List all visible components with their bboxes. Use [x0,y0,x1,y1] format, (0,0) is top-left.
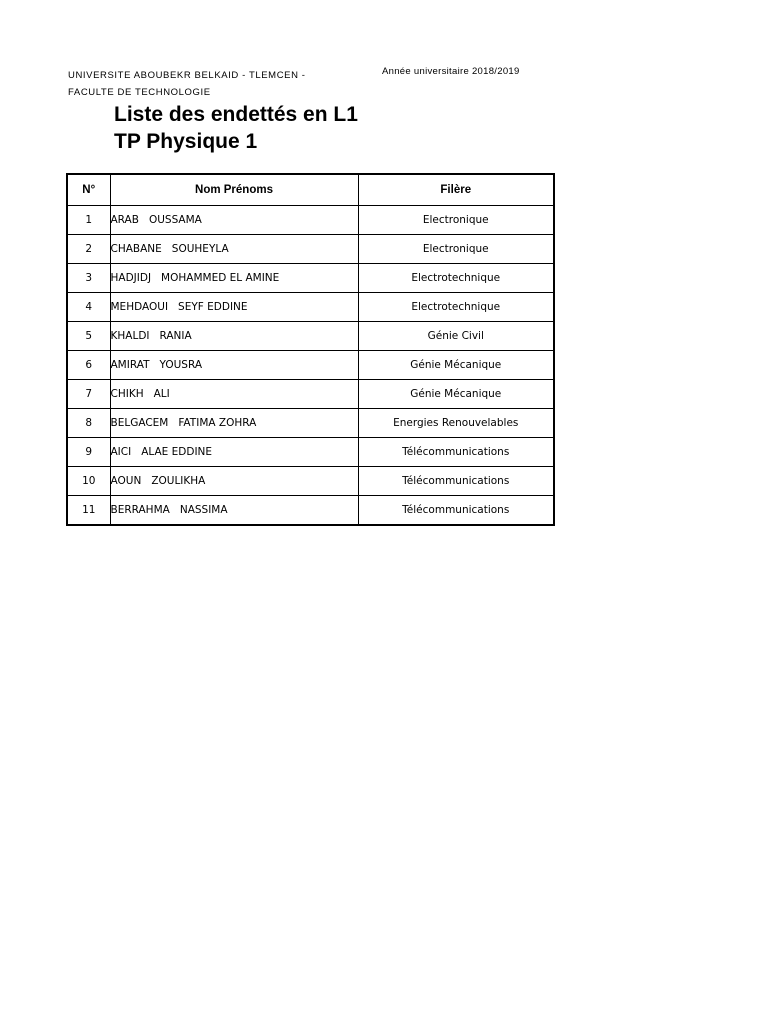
table-row [67,351,554,380]
student-name: CHIKH ALI [110,380,358,409]
table-row [67,293,554,322]
student-name: CHABANE SOUHEYLA [110,235,358,264]
student-filiere: Electronique [358,206,554,235]
student-filiere: Génie Civil [358,322,554,351]
student-name: BELGACEM FATIMA ZOHRA [110,409,358,438]
student-filiere: Energies Renouvelables [358,409,554,438]
student-name: BERRAHMA NASSIMA [110,496,358,526]
table-header-row [67,174,554,206]
table-row [67,264,554,293]
row-number: 7 [67,380,110,409]
university-name: UNIVERSITE ABOUBEKR BELKAID - TLEMCEN - [68,70,306,81]
table-row [67,322,554,351]
student-filiere: Télécommunications [358,496,554,526]
table-row [67,496,554,526]
student-name: AMIRAT YOUSRA [110,351,358,380]
student-name: HADJIDJ MOHAMMED EL AMINE [110,264,358,293]
debtors-table [66,173,555,526]
row-number: 6 [67,351,110,380]
student-filiere: Télécommunications [358,467,554,496]
student-name: AOUN ZOULIKHA [110,467,358,496]
student-filiere: Electrotechnique [358,264,554,293]
faculty-name: FACULTE DE TECHNOLOGIE [68,87,211,98]
table-row [67,235,554,264]
table-row [67,467,554,496]
row-number: 9 [67,438,110,467]
column-header-filiere: Filère [358,174,554,206]
academic-year: Année universitaire 2018/2019 [382,66,520,77]
row-number: 4 [67,293,110,322]
column-header-name: Nom Prénoms [110,174,358,206]
column-header-number: N° [67,174,110,206]
student-name: ARAB OUSSAMA [110,206,358,235]
student-filiere: Télécommunications [358,438,554,467]
student-filiere: Electronique [358,235,554,264]
student-filiere: Génie Mécanique [358,380,554,409]
row-number: 10 [67,467,110,496]
document-title: Liste des endettés en L1 [114,103,358,126]
student-name: MEHDAOUI SEYF EDDINE [110,293,358,322]
student-filiere: Electrotechnique [358,293,554,322]
table-row [67,206,554,235]
table-row [67,380,554,409]
row-number: 11 [67,496,110,526]
student-filiere: Génie Mécanique [358,351,554,380]
row-number: 3 [67,264,110,293]
row-number: 1 [67,206,110,235]
row-number: 8 [67,409,110,438]
student-name: AICI ALAE EDDINE [110,438,358,467]
table-row [67,438,554,467]
document-subtitle: TP Physique 1 [114,130,258,153]
student-name: KHALDI RANIA [110,322,358,351]
table-row [67,409,554,438]
row-number: 2 [67,235,110,264]
row-number: 5 [67,322,110,351]
